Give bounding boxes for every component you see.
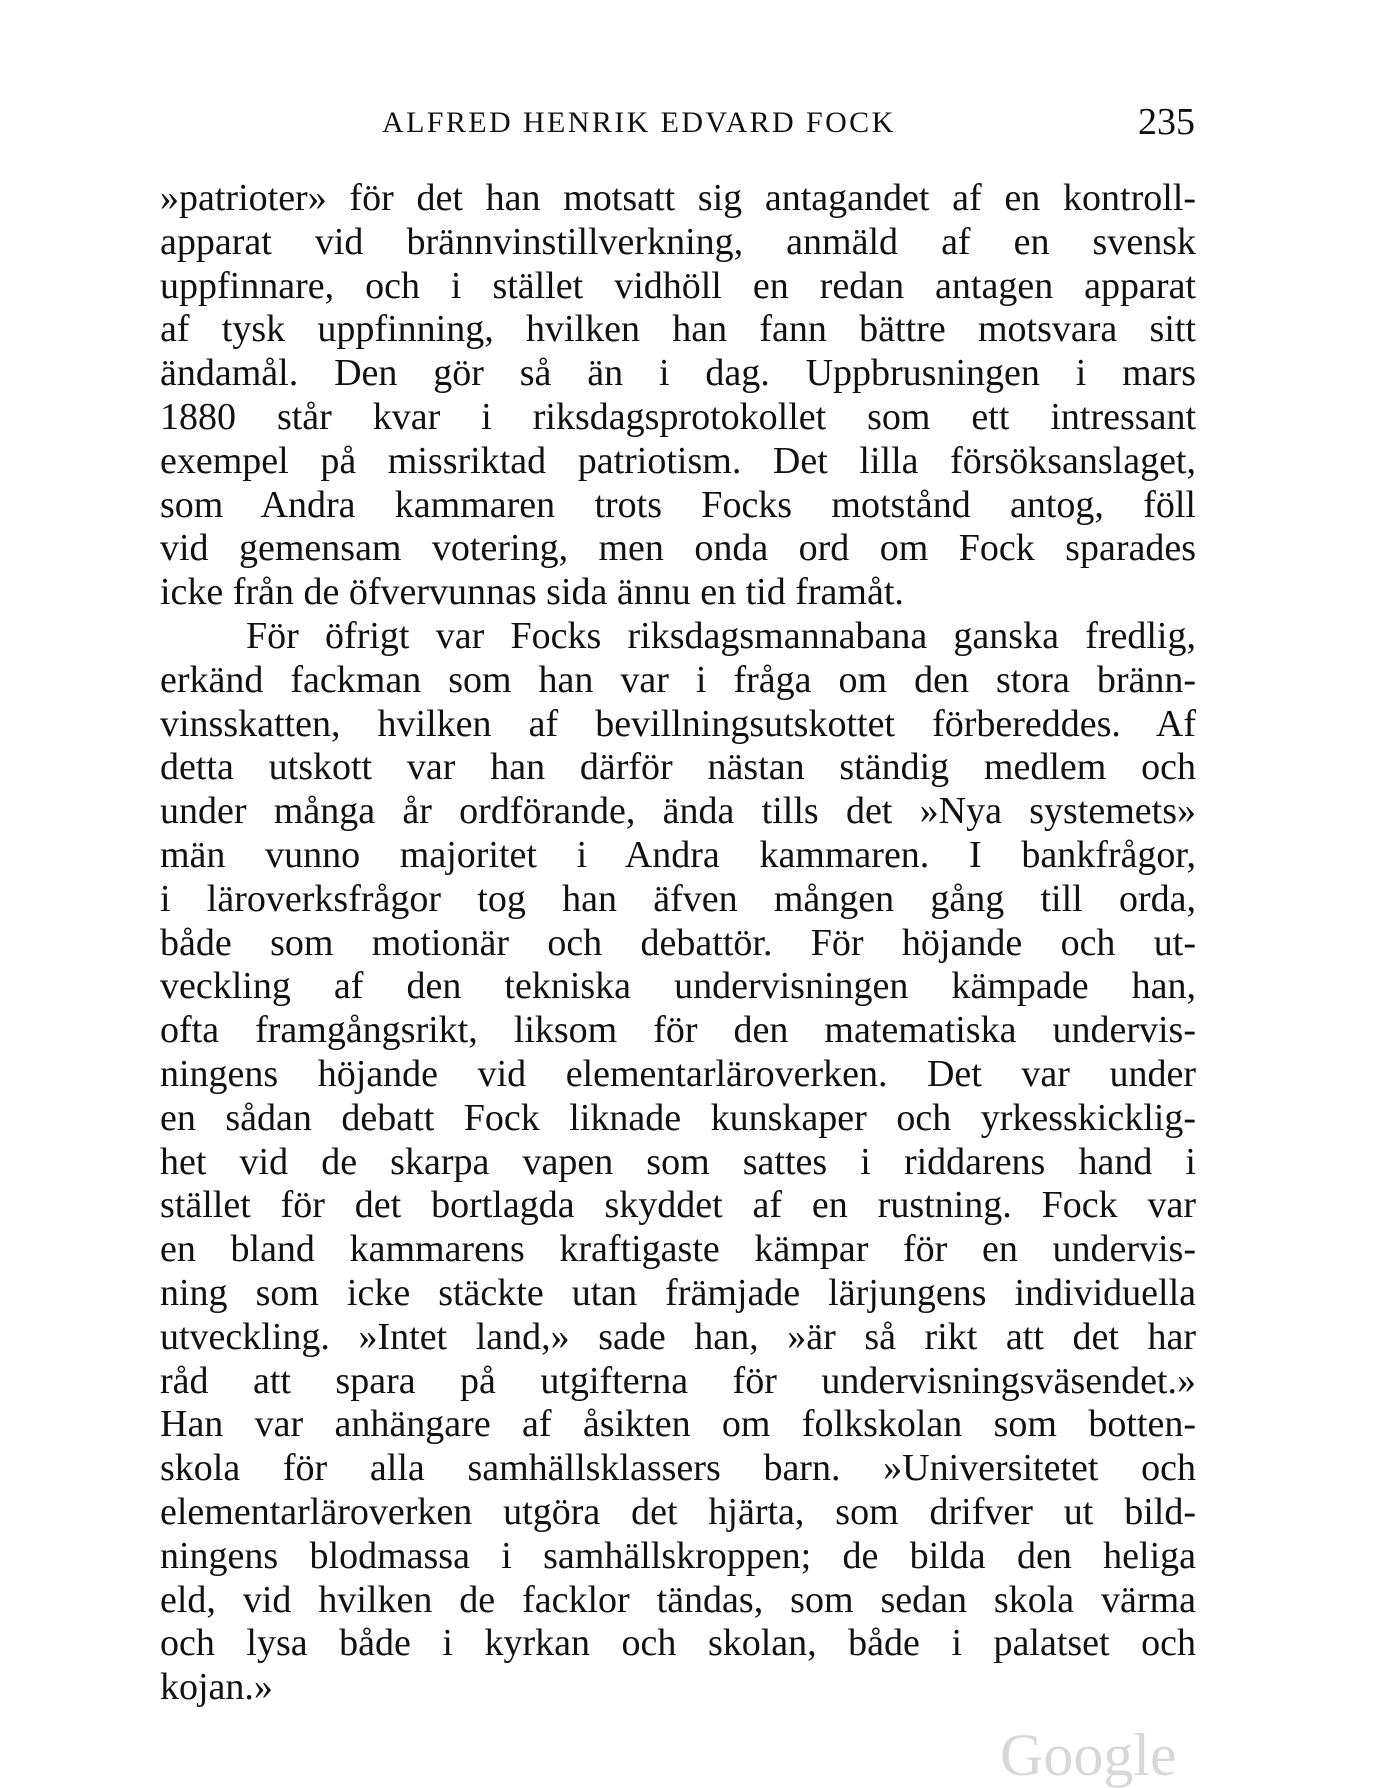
page-number: 235 [1138,101,1195,143]
text-line: i läroverksfrågor tog han äfven mången gång till orda, [160,877,1196,920]
text-line: elementarläroverken utgöra det hjärta, som drifver ut bild- [160,1490,1196,1533]
text-line: eld, vid hvilken de facklor tändas, som sedan skola värma [160,1578,1196,1621]
text-line: apparat vid brännvinstillverkning, anmäld af en svensk [160,220,1196,263]
text-line: män vunno majoritet i Andra kammaren. I bankfrågor, [160,833,1196,876]
text-line: Han var anhängare af åsikten om folkskolan som botten- [160,1403,1196,1446]
text-line: icke från de öfvervunnas sida ännu en tid framåt. [160,571,904,614]
text-line: utveckling. »Intet land,» sade han, »är så rikt att det har [160,1315,1196,1358]
text-line: erkänd fackman som han var i fråga om den stora bränn- [160,658,1196,701]
text-line: och lysa både i kyrkan och skolan, både i palatset och [160,1622,1196,1665]
text-line: uppfinnare, och i stället vidhöll en redan antagen apparat [160,264,1196,307]
text-line: vinsskatten, hvilken af bevillningsutskottet förbereddes. Af [160,702,1196,745]
text-line: ningens blodmassa i samhällskroppen; de bilda den heliga [160,1534,1196,1577]
text-line: kojan.» [160,1666,273,1709]
text-line: en bland kammarens kraftigaste kämpar för en undervis- [160,1228,1196,1271]
text-line: ändamål. Den gör så än i dag. Uppbrusningen i mars [160,352,1196,395]
text-line: För öfrigt var Focks riksdagsmannabana ganska fredlig, [246,614,1196,657]
text-line: som Andra kammaren trots Focks motstånd antog, föll [160,483,1196,526]
text-line: en sådan debatt Fock liknade kunskaper och yrkesskicklig- [160,1096,1196,1139]
text-line: veckling af den tekniska undervisningen kämpade han, [160,965,1196,1008]
text-line: »patrioter» för det han motsatt sig antagandet af en kontroll- [160,177,1196,219]
text-line: skola för alla samhällsklassers barn. »Universitetet och [160,1447,1196,1490]
text-line: vid gemensam votering, men onda ord om Fock sparades [160,527,1196,570]
text-line: både som motionär och debattör. För höjande och ut- [160,921,1196,964]
text-line: het vid de skarpa vapen som sattes i riddarens hand i [160,1140,1196,1183]
text-line: exempel på missriktad patriotism. Det lilla försöksanslaget, [160,439,1196,482]
text-line: detta utskott var han därför nästan ständig medlem och [160,746,1196,789]
running-title: ALFRED HENRIK EDVARD FOCK [382,106,896,139]
text-line: stället för det bortlagda skyddet af en rustning. Fock var [160,1184,1196,1227]
text-line: 1880 står kvar i riksdagsprotokollet som ett intressant [160,395,1196,438]
watermark [1000,1722,1300,1788]
text-line: råd att spara på utgifterna för undervisningsväsendet.» [160,1359,1196,1402]
text-line: ningens höjande vid elementarläroverken. Det var under [160,1052,1196,1095]
body-text [160,177,1196,1710]
text-line: ning som icke stäckte utan främjade lärjungens individuella [160,1271,1196,1314]
running-head [160,100,1195,150]
text-line: af tysk uppfinning, hvilken han fann bättre motsvara sitt [160,308,1196,351]
text-line: under många år ordförande, ända tills det »Nya systemets» [160,790,1196,833]
watermark-text: Google [1000,1722,1177,1788]
text-line: ofta framgångsrikt, liksom för den matematiska undervis- [160,1009,1196,1052]
